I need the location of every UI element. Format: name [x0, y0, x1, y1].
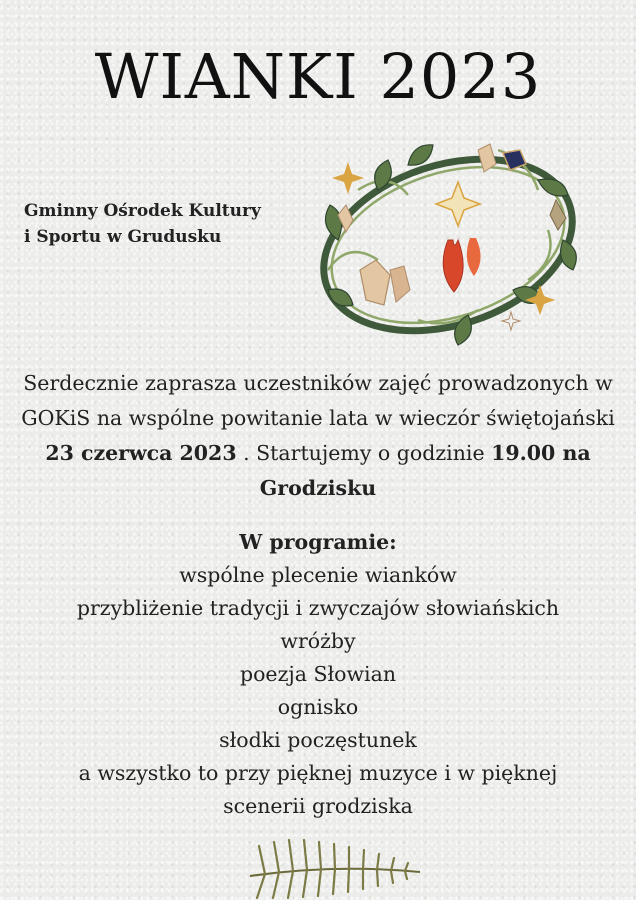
- program-item: poezja Słowian: [239, 662, 397, 686]
- program-item: wróżby: [280, 629, 356, 653]
- invitation-text: [10, 366, 626, 506]
- wreath-illustration: [298, 120, 598, 360]
- program-heading: W programie:: [239, 530, 397, 554]
- program-section: [40, 526, 596, 823]
- invitation-part-1: Serdecznie zaprasza uczestników zajęć prowadzonych w GOKiS na wspólne powitanie lata w wieczór świętojański: [21, 371, 615, 430]
- program-item: ognisko: [277, 695, 359, 719]
- fern-illustration: [245, 826, 425, 900]
- program-item: słodki poczęstunek: [219, 728, 417, 752]
- organizer-name: [24, 198, 304, 250]
- program-item: a wszystko to przy pięknej muzyce i w pięknej scenerii grodziska: [78, 761, 558, 818]
- event-time-place: 19.00 na Grodzisku: [259, 441, 591, 500]
- organizer-line-2: i Sportu w Grudusku: [24, 227, 222, 247]
- poster-title: WIANKI 2023: [94, 40, 542, 113]
- program-item: przybliżenie tradycji i zwyczajów słowiańskich: [76, 596, 560, 620]
- event-date: 23 czerwca 2023: [45, 441, 237, 465]
- program-item: wspólne plecenie wianków: [179, 563, 457, 587]
- invitation-part-2: . Startujemy o godzinie: [236, 441, 492, 465]
- organizer-line-1: Gminny Ośrodek Kultury: [24, 201, 261, 221]
